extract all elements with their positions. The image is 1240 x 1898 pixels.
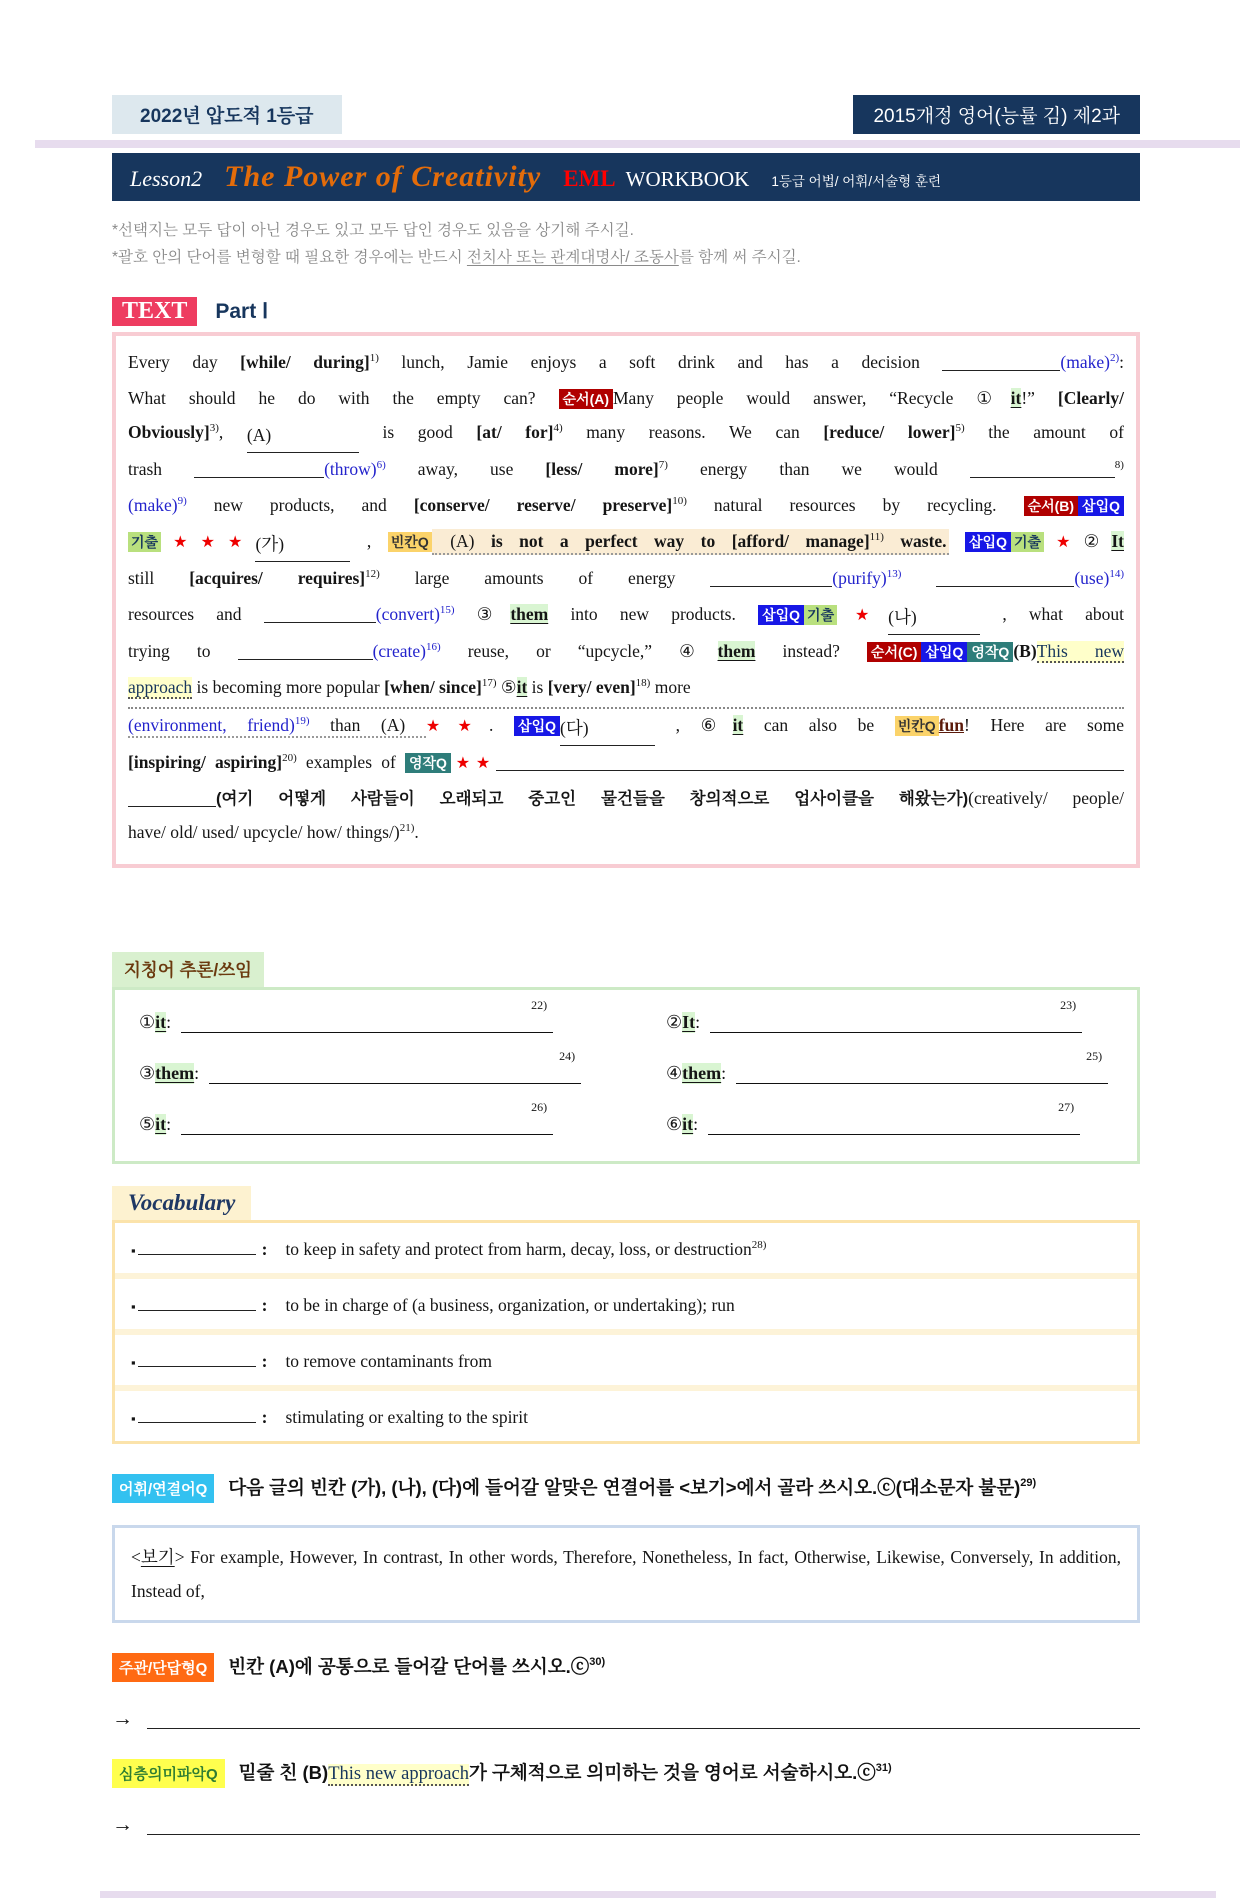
- connector-question-text: [228, 1474, 1036, 1500]
- answer-blank-line: [209, 1049, 581, 1084]
- text-segment: ★: [837, 607, 889, 624]
- text-segment: 9): [177, 495, 187, 507]
- text-segment: (여기 어떻게 사람들이 오래되고 중고인 물건들을 창의적으로 업사이클을 해왔는가): [216, 790, 969, 808]
- text-segment: (create): [372, 641, 426, 661]
- text-segment: (make): [1060, 352, 1110, 372]
- text-segment: ,: [350, 531, 388, 551]
- workbook-subtitle: 1등급 어법/ 어휘/서술형 훈련: [771, 174, 942, 189]
- part-label: Part Ⅰ: [215, 300, 269, 323]
- text-segment: lunch, Jamie enjoys a soft drink and has a decision: [378, 352, 943, 372]
- short-answer-prompt: 빈칸 (A)에 공통으로 들어갈 단어를 쓰시오.: [228, 1656, 571, 1677]
- text-segment: Many people would answer, “Recycle: [613, 388, 977, 408]
- header-right-box: 2015개정 영어(능률 김) 제2과: [853, 95, 1140, 134]
- passage-line: [128, 598, 1124, 635]
- text-segment: still: [128, 568, 190, 588]
- short-answer-question: [112, 1653, 1140, 1682]
- text-segment: 빈칸Q: [895, 716, 939, 736]
- deep-meaning-post: 가 구체적으로 의미하는 것을 영어로 서술하시오.: [468, 1762, 858, 1783]
- bullet-icon: ▪: [131, 1243, 136, 1258]
- reference-item: [666, 1100, 1113, 1135]
- fill-blank: [238, 642, 373, 661]
- footnote-number: 26): [531, 1100, 548, 1114]
- word-blank: [138, 1292, 256, 1311]
- text-segment: 8): [1114, 459, 1124, 471]
- text-segment: ★★: [450, 755, 496, 772]
- reference-section-title: 지칭어 추론/쓰임: [112, 952, 264, 987]
- reference-item: [139, 1049, 586, 1084]
- item-number: ⑤: [139, 1114, 156, 1134]
- text-segment: trash: [128, 459, 195, 479]
- text-segment: [conserve/ reserve/ preserve]: [413, 495, 673, 515]
- definition-text: to keep in safety and protect from harm, decay, loss, or destruction: [285, 1239, 752, 1259]
- word-blank: [138, 1348, 256, 1367]
- text-segment: many reasons. We can: [562, 422, 824, 442]
- reference-item: [666, 998, 1113, 1033]
- passage-line: [128, 453, 1124, 489]
- fill-blank: [970, 460, 1115, 479]
- text-segment: (throw): [324, 459, 377, 479]
- lesson-number: Lesson2: [130, 166, 203, 191]
- connector-question: [112, 1474, 1140, 1503]
- reference-token: it: [155, 1114, 167, 1134]
- fill-blank: [496, 753, 1124, 772]
- bogi-open: <: [131, 1547, 141, 1567]
- text-segment: ★: [1044, 534, 1084, 551]
- text-segment: 13): [886, 568, 902, 580]
- colon: :: [261, 1407, 268, 1427]
- text-segment: 10): [672, 495, 687, 507]
- reference-token: them: [155, 1063, 195, 1083]
- note-2-pre: *괄호 안의 단어를 변형할 때 필요한 경우에는 반드시: [112, 249, 467, 266]
- text-segment: 영작Q: [967, 642, 1013, 662]
- colon: :: [261, 1295, 268, 1315]
- passage-line: [128, 382, 1124, 416]
- reference-item: [666, 1049, 1113, 1084]
- connector-question-badge: 어휘/연결어Q: [112, 1474, 214, 1503]
- text-segment: [while/ during]: [240, 352, 370, 372]
- text-segment: ②: [1083, 531, 1112, 551]
- reference-box: [112, 987, 1140, 1164]
- bogi-items: For example, However, In contrast, In other words, Therefore, Nonetheless, In fact, Otherwise, Likewise, Conversely, In addition, Instead of,: [131, 1547, 1121, 1601]
- deep-meaning-sup: 31): [875, 1762, 892, 1774]
- bogi-close: >: [174, 1547, 185, 1567]
- text-segment: large amounts of energy: [379, 568, 711, 588]
- definition-text: to remove contaminants from: [285, 1351, 492, 1371]
- text-segment: can also be: [743, 715, 895, 735]
- text-segment: 삽입Q: [514, 716, 560, 736]
- text-segment: ★★★: [161, 534, 256, 551]
- definition-text: to be in charge of (a business, organization, or undertaking); run: [285, 1295, 735, 1315]
- text-segment: trying to: [128, 641, 238, 661]
- text-segment: (make): [128, 495, 178, 515]
- page-content: [112, 0, 1140, 1898]
- footnote-number: 22): [531, 998, 548, 1012]
- answer-blank-line: [181, 998, 553, 1033]
- text-segment: ,: [218, 422, 247, 442]
- text-section: [112, 297, 1140, 868]
- short-answer-strict: ⓒ: [570, 1656, 590, 1677]
- text-segment: 20): [282, 752, 297, 764]
- text-segment: instead?: [755, 641, 867, 661]
- text-segment: (B): [1013, 641, 1037, 661]
- text-segment: Obviously]: [128, 422, 210, 442]
- text-segment: ! Here are some: [964, 715, 1124, 735]
- text-segment: have/ old/ used/ upcycle/ how/ things/): [128, 822, 400, 842]
- answer-blank-line: [147, 1708, 1140, 1729]
- text-segment: them: [510, 604, 549, 624]
- footnote-number: 27): [1058, 1100, 1075, 1114]
- item-number: ③: [139, 1063, 156, 1083]
- instruction-notes: [112, 217, 1140, 271]
- fill-blank: [128, 789, 216, 808]
- reference-token: them: [682, 1063, 722, 1083]
- text-segment: it: [516, 677, 528, 697]
- reference-token: it: [155, 1012, 167, 1032]
- colon: :: [194, 1063, 200, 1083]
- text-segment: :: [1119, 352, 1124, 372]
- text-segment: examples of: [296, 752, 405, 772]
- connector-sup: 29): [1020, 1477, 1037, 1489]
- bullet-icon: ▪: [131, 1411, 136, 1426]
- text-segment: [949, 531, 965, 551]
- passage-box: [112, 332, 1140, 868]
- text-segment: 4): [553, 422, 563, 434]
- lesson-title: The Power of Creativity: [224, 160, 542, 193]
- text-segment: 기출: [1011, 532, 1044, 552]
- fill-blank: [942, 353, 1060, 372]
- text-segment: 2): [1109, 352, 1120, 364]
- definition-text: stimulating or exalting to the spirit: [285, 1407, 528, 1427]
- dotted-span: [128, 715, 426, 738]
- text-segment: [less/ more]: [545, 459, 659, 479]
- text-segment: 11): [869, 531, 884, 543]
- passage-line: [128, 525, 1124, 562]
- text-segment: resources and: [128, 604, 264, 624]
- text-segment: them: [717, 641, 756, 661]
- text-segment: (environment, friend): [128, 715, 295, 735]
- answer-blank-line: [181, 1100, 553, 1135]
- text-segment: (A): [433, 531, 491, 551]
- deep-meaning-text: [239, 1759, 892, 1785]
- text-segment: [afford/ manage]: [731, 531, 870, 551]
- top-divider-bar: [35, 140, 1240, 148]
- note-2-underlined: 전치사 또는 관계대명사/ 조동사: [466, 249, 679, 266]
- text-segment: (purify): [832, 568, 887, 588]
- text-segment: [901, 568, 936, 588]
- passage-line: [128, 346, 1124, 382]
- text-segment: is not a perfect way to: [490, 531, 732, 551]
- text-segment: , what about: [980, 604, 1125, 624]
- text-segment: 12): [365, 568, 380, 580]
- text-segment: 14): [1109, 568, 1124, 580]
- arrow-icon: →: [112, 1813, 133, 1836]
- fill-blank: (나): [888, 601, 980, 635]
- item-number: ①: [139, 1012, 156, 1032]
- note-line-1: *선택지는 모두 답이 아닌 경우도 있고 모두 답인 경우도 있음을 상기해 주시길.: [112, 222, 634, 239]
- text-segment: ①: [976, 388, 1011, 408]
- text-segment: (creatively/ people/: [968, 788, 1124, 808]
- text-segment: 1): [369, 352, 379, 364]
- text-segment: 삽입Q: [1078, 496, 1124, 516]
- note-line-2: [112, 244, 1140, 271]
- vocabulary-title: Vocabulary: [112, 1186, 251, 1220]
- text-segment: it: [732, 715, 744, 735]
- text-segment: [at/ for]: [476, 422, 554, 442]
- text-segment: new products, and: [186, 495, 414, 515]
- text-segment: .: [414, 822, 419, 842]
- reference-token: it: [682, 1114, 694, 1134]
- fill-blank: [194, 460, 324, 479]
- text-segment: !”: [1021, 388, 1058, 408]
- colon: :: [693, 1114, 699, 1134]
- text-segment: 16): [425, 641, 441, 653]
- text-segment: fun: [938, 715, 964, 735]
- text-segment: 7): [658, 459, 668, 471]
- header-left-box: 2022년 압도적 1등급: [112, 95, 342, 134]
- text-segment: 기출: [804, 605, 837, 625]
- reference-token: It: [682, 1012, 696, 1032]
- fill-blank: [264, 605, 376, 624]
- text-segment: away, use: [385, 459, 546, 479]
- fill-blank: (다): [560, 712, 655, 746]
- text-segment: natural resources by recycling.: [686, 495, 1024, 515]
- text-segment: ⑥: [700, 715, 733, 735]
- text-segment: into new products.: [548, 604, 759, 624]
- bullet-icon: ▪: [131, 1355, 136, 1370]
- connector-prompt: 다음 글의 빈칸 (가), (나), (다)에 들어갈 알맞은 연결어를 <보기>에서 골라 쓰시오.: [228, 1477, 878, 1498]
- vocabulary-row: [115, 1223, 1137, 1279]
- reference-item: [139, 998, 586, 1033]
- text-segment: Every day: [128, 352, 241, 372]
- text-segment: waste.: [883, 531, 947, 551]
- text-segment: ③: [476, 604, 511, 624]
- page-header: [112, 0, 1140, 134]
- deep-meaning-pre: 밑줄 친 (B): [238, 1762, 329, 1783]
- reference-section: [112, 952, 1140, 1164]
- item-number: ⑥: [666, 1114, 683, 1134]
- text-segment: approach: [128, 677, 193, 697]
- short-answer-sup: 30): [589, 1656, 606, 1668]
- text-segment: 순서(C): [867, 642, 921, 662]
- text-segment: 순서(A): [559, 389, 613, 409]
- text-segment: ⑤: [500, 677, 517, 697]
- text-segment: (use): [1074, 568, 1110, 588]
- answer-blank-line: [147, 1814, 1140, 1835]
- text-section-header: [112, 297, 1140, 326]
- passage-line: [128, 782, 1124, 816]
- footnote-number: 24): [559, 1049, 576, 1063]
- short-answer-line: [112, 1708, 1140, 1729]
- text-segment: .: [489, 715, 515, 735]
- item-number: ④: [666, 1063, 683, 1083]
- fill-blank: [710, 569, 832, 588]
- arrow-icon: →: [112, 1707, 133, 1730]
- passage-line: [128, 816, 1124, 852]
- passage-line: [128, 416, 1124, 453]
- text-segment: ★★: [425, 718, 490, 735]
- text-segment: more: [650, 677, 691, 697]
- deep-meaning-strict: ⓒ: [857, 1762, 876, 1783]
- text-segment: [when/ since]: [384, 677, 482, 697]
- text-segment: What should he do with the empty can?: [128, 388, 559, 408]
- colon: :: [261, 1239, 268, 1259]
- text-segment: 삽입Q: [921, 642, 967, 662]
- passage-line: [128, 562, 1124, 598]
- colon: :: [166, 1012, 172, 1032]
- passage-line: [128, 671, 1124, 709]
- word-blank: [138, 1236, 256, 1255]
- text-segment: [acquires/ requires]: [189, 568, 366, 588]
- text-segment: 순서(B): [1024, 496, 1078, 516]
- vocabulary-row: [115, 1279, 1137, 1335]
- short-answer-text: [228, 1653, 605, 1679]
- text-segment: is: [527, 677, 548, 697]
- text-segment: 삽입Q: [965, 532, 1011, 552]
- passage-line: [128, 489, 1124, 525]
- passage-line: [128, 635, 1124, 671]
- text-segment: 3): [209, 422, 219, 434]
- text-segment: 21): [399, 822, 415, 834]
- fill-blank: [936, 569, 1074, 588]
- passage-line: [128, 746, 1124, 782]
- text-segment: [very/ even]: [547, 677, 636, 697]
- word-blank: [138, 1404, 256, 1423]
- vocabulary-box: [112, 1220, 1140, 1444]
- passage-line: [128, 709, 1124, 746]
- deep-meaning-highlight: This new approach: [328, 1764, 469, 1784]
- text-segment: 삽입Q: [758, 605, 804, 625]
- footnote-number: 28): [751, 1239, 767, 1251]
- bogi-box: [112, 1525, 1140, 1623]
- fill-blank: (A): [247, 419, 359, 453]
- fill-blank: (가): [255, 528, 350, 562]
- item-number: ②: [666, 1012, 683, 1032]
- footnote-number: 25): [1086, 1049, 1103, 1063]
- footnote-number: 23): [1060, 998, 1077, 1012]
- vocabulary-section: [112, 1186, 1140, 1444]
- colon: :: [721, 1063, 727, 1083]
- text-segment: It: [1111, 531, 1124, 551]
- text-segment: 5): [955, 422, 965, 434]
- text-segment: 19): [294, 715, 310, 727]
- connector-strict: ⓒ(대소문자 불문): [877, 1477, 1021, 1498]
- note-2-post: 를 함께 써 주시길.: [678, 249, 801, 266]
- text-segment: energy than we would: [667, 459, 970, 479]
- reference-item: [139, 1100, 586, 1135]
- bullet-icon: ▪: [131, 1299, 136, 1314]
- text-segment: 빈칸Q: [388, 532, 432, 552]
- workbook-label: WORKBOOK: [625, 167, 750, 191]
- answer-blank-line: [708, 1100, 1080, 1135]
- text-segment: 6): [376, 459, 386, 471]
- vocabulary-row: [115, 1391, 1137, 1441]
- text-segment: reuse, or “upcycle,”: [440, 641, 680, 661]
- brand-label: EML: [563, 166, 616, 191]
- text-segment: This new: [1036, 641, 1124, 661]
- text-segment: than (A): [309, 715, 426, 735]
- text-segment: [Clearly/: [1057, 388, 1124, 408]
- colon: :: [695, 1012, 701, 1032]
- text-segment: is good: [358, 422, 477, 442]
- text-segment: is becoming more popular: [192, 677, 385, 697]
- vocabulary-row: [115, 1335, 1137, 1391]
- highlighted-span: [432, 529, 949, 555]
- colon: :: [261, 1351, 268, 1371]
- deep-meaning-answer-line: [112, 1814, 1140, 1835]
- text-segment: (convert): [375, 604, 440, 624]
- text-segment: [inspiring/ aspiring]: [128, 752, 283, 772]
- text-segment: 15): [439, 604, 455, 616]
- text-badge: TEXT: [112, 297, 197, 326]
- text-segment: the amount of: [964, 422, 1124, 442]
- text-segment: 18): [635, 677, 651, 689]
- text-segment: ,: [655, 715, 701, 735]
- text-segment: 영작Q: [405, 753, 451, 773]
- text-segment: [reduce/ lower]: [823, 422, 956, 442]
- answer-blank-line: [736, 1049, 1108, 1084]
- text-segment: [455, 604, 477, 624]
- deep-meaning-question: [112, 1759, 1140, 1788]
- answer-blank-line: [710, 998, 1082, 1033]
- short-answer-badge: 주관/단답형Q: [112, 1653, 214, 1682]
- lesson-title-bar: [112, 153, 1140, 201]
- bogi-label: 보기: [140, 1547, 175, 1567]
- colon: :: [166, 1114, 172, 1134]
- bottom-divider-bar: [100, 1891, 1216, 1898]
- text-segment: ④: [679, 641, 718, 661]
- deep-meaning-badge: 심층의미파악Q: [112, 1759, 225, 1788]
- text-segment: 17): [481, 677, 497, 689]
- text-segment: 기출: [128, 532, 161, 552]
- text-segment: it: [1010, 388, 1022, 408]
